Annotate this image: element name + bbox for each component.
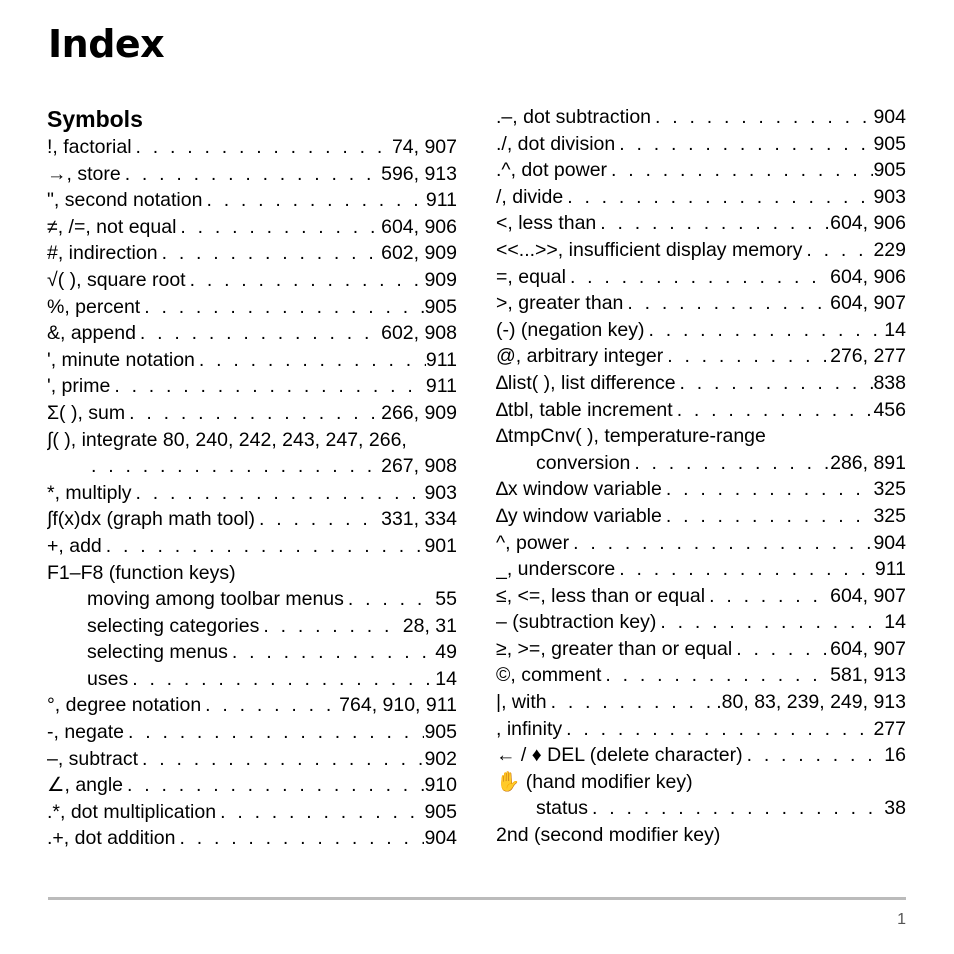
entry-pages: 277 bbox=[873, 717, 906, 740]
entry-pages: 904 bbox=[873, 106, 906, 128]
index-list-left bbox=[47, 134, 457, 852]
footer-rule bbox=[48, 897, 906, 900]
index-entry bbox=[496, 556, 906, 583]
index-entry bbox=[496, 636, 906, 663]
index-entry bbox=[47, 613, 457, 640]
entry-pages: 604, 907 bbox=[830, 292, 906, 315]
page-number: 1 bbox=[897, 911, 906, 928]
index-entry bbox=[47, 134, 457, 161]
index-entry bbox=[496, 423, 906, 450]
entry-pages: 581, 913 bbox=[830, 664, 906, 687]
leader-dots bbox=[128, 666, 435, 693]
index-entry bbox=[496, 662, 906, 689]
leader-dots bbox=[644, 317, 884, 344]
entry-label: selecting categories bbox=[87, 614, 260, 637]
entry-label: <<...>>, insufficient display memory bbox=[496, 238, 803, 261]
entry-pages: 604, 907 bbox=[830, 584, 906, 607]
section-heading: Symbols bbox=[47, 106, 143, 132]
entry-label: ≥, >=, greater than or equal bbox=[496, 637, 733, 660]
leader-dots bbox=[124, 719, 424, 746]
entry-label: selecting menus bbox=[87, 641, 228, 664]
leader-dots bbox=[186, 267, 425, 294]
leader-dots bbox=[651, 104, 873, 131]
leader-dots bbox=[662, 503, 874, 530]
entry-pages: 910 bbox=[424, 774, 457, 797]
leader-dots bbox=[158, 240, 382, 267]
index-entry bbox=[47, 373, 457, 400]
index-entry bbox=[496, 689, 906, 716]
leader-dots bbox=[607, 157, 873, 184]
entry-pages: 14 bbox=[884, 611, 906, 634]
entry-label: ∆tmpCnv( ), temperature-range bbox=[496, 425, 766, 448]
entry-pages: 904 bbox=[873, 531, 906, 554]
index-list-right bbox=[496, 104, 906, 849]
entry-label: ./, dot division bbox=[496, 132, 616, 155]
entry-pages: 911 bbox=[874, 558, 906, 581]
entry-pages: 456 bbox=[873, 398, 906, 421]
leader-dots bbox=[132, 134, 392, 161]
leader-dots bbox=[123, 772, 424, 799]
index-entry bbox=[496, 290, 906, 317]
index-entry bbox=[47, 347, 457, 374]
entry-pages: 266, 909 bbox=[381, 401, 457, 424]
entry-pages: 905 bbox=[424, 800, 457, 823]
entry-pages: 905 bbox=[424, 721, 457, 744]
entry-label: <, less than bbox=[496, 212, 597, 235]
leader-dots bbox=[656, 609, 884, 636]
entry-label: →, store bbox=[47, 162, 121, 185]
leader-dots bbox=[195, 347, 426, 374]
index-entry bbox=[496, 609, 906, 636]
index-entry bbox=[47, 267, 457, 294]
index-entry bbox=[47, 480, 457, 507]
entry-pages: 838 bbox=[873, 371, 906, 394]
entry-label: 2nd (second modifier key) bbox=[496, 824, 721, 847]
index-entry bbox=[496, 184, 906, 211]
entry-pages: 901 bbox=[424, 534, 457, 557]
entry-pages: 14 bbox=[884, 318, 906, 341]
entry-label: ", second notation bbox=[47, 189, 203, 212]
entry-pages: 911 bbox=[425, 348, 457, 371]
leader-dots bbox=[596, 210, 830, 237]
leader-dots bbox=[802, 237, 873, 264]
entry-pages: 764, 910, 911 bbox=[339, 694, 457, 717]
entry-pages: 604, 906 bbox=[830, 212, 906, 235]
entry-pages: 602, 908 bbox=[381, 322, 457, 345]
index-entry bbox=[47, 240, 457, 267]
entry-label: , infinity bbox=[496, 717, 563, 740]
leader-dots bbox=[176, 214, 381, 241]
entry-label: uses bbox=[87, 667, 129, 690]
index-entry bbox=[496, 716, 906, 743]
index-entry bbox=[47, 453, 457, 480]
entry-label: ≤, <=, less than or equal bbox=[496, 584, 706, 607]
leader-dots bbox=[344, 586, 435, 613]
leader-dots bbox=[569, 530, 873, 557]
index-entry bbox=[496, 769, 906, 796]
entry-label: .–, dot subtraction bbox=[496, 106, 652, 128]
index-entry bbox=[496, 503, 906, 530]
entry-pages: 904 bbox=[424, 827, 457, 850]
index-entry bbox=[496, 237, 906, 264]
leader-dots bbox=[136, 320, 381, 347]
index-entry bbox=[496, 370, 906, 397]
leader-dots bbox=[615, 556, 875, 583]
index-entry bbox=[496, 157, 906, 184]
entry-label: ∆tbl, table increment bbox=[496, 398, 673, 421]
index-entry bbox=[47, 533, 457, 560]
entry-pages: 905 bbox=[873, 132, 906, 155]
leader-dots bbox=[743, 742, 885, 769]
entry-pages: 286, 891 bbox=[830, 451, 906, 474]
index-entry bbox=[47, 639, 457, 666]
index-entry bbox=[496, 317, 906, 344]
index-entry bbox=[47, 692, 457, 719]
entry-label: ∆x window variable bbox=[496, 478, 662, 501]
leader-dots bbox=[601, 662, 830, 689]
leader-dots bbox=[615, 131, 873, 158]
entry-label: ← / ♦ DEL (delete character) bbox=[496, 744, 743, 767]
leader-dots bbox=[87, 453, 381, 480]
entry-pages: 267, 908 bbox=[381, 455, 457, 478]
entry-pages: 325 bbox=[873, 478, 906, 501]
entry-pages: 55 bbox=[435, 588, 457, 611]
index-entry bbox=[47, 799, 457, 826]
index-entry bbox=[47, 772, 457, 799]
entry-label: ©, comment bbox=[496, 664, 602, 687]
entry-pages: 14 bbox=[435, 667, 457, 690]
leader-dots bbox=[562, 716, 873, 743]
index-entry bbox=[47, 320, 457, 347]
entry-pages: 74, 907 bbox=[391, 136, 457, 158]
leader-dots bbox=[547, 689, 717, 716]
entry-label: F1–F8 (function keys) bbox=[47, 561, 236, 584]
entry-label: conversion bbox=[536, 451, 631, 474]
leader-dots bbox=[228, 639, 435, 666]
entry-pages: 911 bbox=[425, 189, 457, 212]
index-entry bbox=[47, 400, 457, 427]
entry-label: !, factorial bbox=[47, 136, 132, 158]
leader-dots bbox=[140, 294, 424, 321]
leader-dots bbox=[259, 613, 402, 640]
index-entry bbox=[496, 264, 906, 291]
entry-label: ∫f(x)dx (graph math tool) bbox=[47, 508, 255, 531]
leader-dots bbox=[125, 400, 381, 427]
entry-label: ∠, angle bbox=[47, 774, 124, 797]
index-entry bbox=[496, 210, 906, 237]
entry-pages: 604, 906 bbox=[381, 215, 457, 238]
entry-pages: 909 bbox=[424, 268, 457, 291]
leader-dots bbox=[663, 343, 830, 370]
index-entry bbox=[496, 476, 906, 503]
entry-pages: 28, 31 bbox=[402, 614, 457, 637]
index-entry bbox=[47, 187, 457, 214]
leader-dots bbox=[121, 161, 381, 188]
index-entry bbox=[47, 586, 457, 613]
entry-label: ✋ (hand modifier key) bbox=[496, 770, 693, 793]
entry-label: *, multiply bbox=[47, 481, 132, 504]
entry-label: Σ( ), sum bbox=[47, 401, 126, 424]
entry-label: /, divide bbox=[496, 185, 564, 208]
entry-pages: 604, 907 bbox=[830, 637, 906, 660]
index-entry bbox=[47, 560, 457, 587]
leader-dots bbox=[132, 480, 425, 507]
index-entry bbox=[496, 131, 906, 158]
leader-dots bbox=[673, 397, 874, 424]
entry-label: √( ), square root bbox=[47, 268, 186, 291]
index-entry bbox=[496, 795, 906, 822]
index-entry bbox=[47, 427, 457, 454]
entry-pages: 38 bbox=[884, 797, 906, 820]
entry-pages: .80, 83, 239, 249, 913 bbox=[716, 691, 906, 714]
index-entry bbox=[496, 742, 906, 769]
entry-label: °, degree notation bbox=[47, 694, 202, 717]
entry-label: .^, dot power bbox=[496, 159, 608, 182]
entry-label: – (subtraction key) bbox=[496, 611, 657, 634]
index-entry bbox=[47, 825, 457, 852]
index-entry bbox=[496, 530, 906, 557]
leader-dots bbox=[566, 264, 830, 291]
index-entry bbox=[496, 104, 906, 131]
leader-dots bbox=[201, 692, 339, 719]
entry-pages: 903 bbox=[873, 185, 906, 208]
index-entry bbox=[47, 506, 457, 533]
entry-label: >, greater than bbox=[496, 292, 624, 315]
entry-pages: 905 bbox=[873, 159, 906, 182]
entry-label: %, percent bbox=[47, 295, 141, 318]
leader-dots bbox=[202, 187, 425, 214]
index-entry bbox=[496, 450, 906, 477]
entry-label: ', prime bbox=[47, 375, 111, 398]
entry-pages: 49 bbox=[435, 641, 457, 664]
entry-pages: 331, 334 bbox=[381, 508, 457, 531]
entry-pages: 276, 277 bbox=[830, 345, 906, 368]
leader-dots bbox=[138, 746, 424, 773]
entry-label: +, add bbox=[47, 534, 102, 557]
leader-dots bbox=[623, 290, 830, 317]
entry-label: ', minute notation bbox=[47, 348, 195, 371]
entry-pages: 903 bbox=[424, 481, 457, 504]
entry-label: moving among toolbar menus bbox=[87, 588, 344, 611]
entry-label: ≠, /=, not equal bbox=[47, 215, 177, 238]
leader-dots bbox=[662, 476, 874, 503]
index-entry bbox=[47, 294, 457, 321]
entry-label: .*, dot multiplication bbox=[47, 800, 217, 823]
entry-label: .+, dot addition bbox=[47, 827, 176, 850]
entry-pages: 596, 913 bbox=[381, 162, 457, 185]
entry-label: |, with bbox=[496, 691, 547, 714]
entry-label: status bbox=[536, 797, 589, 820]
index-entry bbox=[47, 214, 457, 241]
entry-label: #, indirection bbox=[47, 242, 158, 265]
entry-label: &, append bbox=[47, 322, 136, 345]
leader-dots bbox=[630, 450, 830, 477]
leader-dots bbox=[588, 795, 884, 822]
entry-pages: 325 bbox=[873, 504, 906, 527]
leader-dots bbox=[705, 583, 830, 610]
entry-pages: 604, 906 bbox=[830, 265, 906, 288]
leader-dots bbox=[255, 506, 381, 533]
index-column-left bbox=[47, 104, 457, 852]
entry-pages: 229 bbox=[873, 238, 906, 261]
leader-dots bbox=[110, 373, 426, 400]
index-entry bbox=[496, 583, 906, 610]
entry-pages: 911 bbox=[425, 375, 457, 398]
index-entry bbox=[496, 397, 906, 424]
entry-label: ^, power bbox=[496, 531, 570, 554]
entry-pages: 602, 909 bbox=[381, 242, 457, 265]
index-entry bbox=[47, 161, 457, 188]
entry-label: ∆y window variable bbox=[496, 504, 662, 527]
entry-label: =, equal bbox=[496, 265, 566, 288]
entry-label: @, arbitrary integer bbox=[496, 345, 664, 368]
leader-dots bbox=[102, 533, 425, 560]
leader-dots bbox=[563, 184, 873, 211]
index-entry bbox=[47, 746, 457, 773]
entry-label: _, underscore bbox=[496, 558, 616, 581]
entry-label: -, negate bbox=[47, 721, 124, 744]
entry-pages: 905 bbox=[424, 295, 457, 318]
entry-pages: 16 bbox=[884, 744, 906, 767]
entry-label: ∆list( ), list difference bbox=[496, 371, 676, 394]
index-entry bbox=[47, 666, 457, 693]
leader-dots bbox=[676, 370, 874, 397]
index-entry bbox=[47, 719, 457, 746]
entry-label: (-) (negation key) bbox=[496, 318, 645, 341]
leader-dots bbox=[175, 825, 424, 852]
index-entry bbox=[496, 343, 906, 370]
entry-pages: 902 bbox=[424, 747, 457, 770]
page-title: Index bbox=[48, 22, 165, 66]
index-entry bbox=[496, 822, 906, 849]
leader-dots bbox=[216, 799, 424, 826]
index-column-right bbox=[496, 104, 906, 849]
entry-label: –, subtract bbox=[47, 747, 139, 770]
leader-dots bbox=[732, 636, 830, 663]
entry-label: ∫( ), integrate 80, 240, 242, 243, 247, 266, bbox=[47, 428, 407, 451]
